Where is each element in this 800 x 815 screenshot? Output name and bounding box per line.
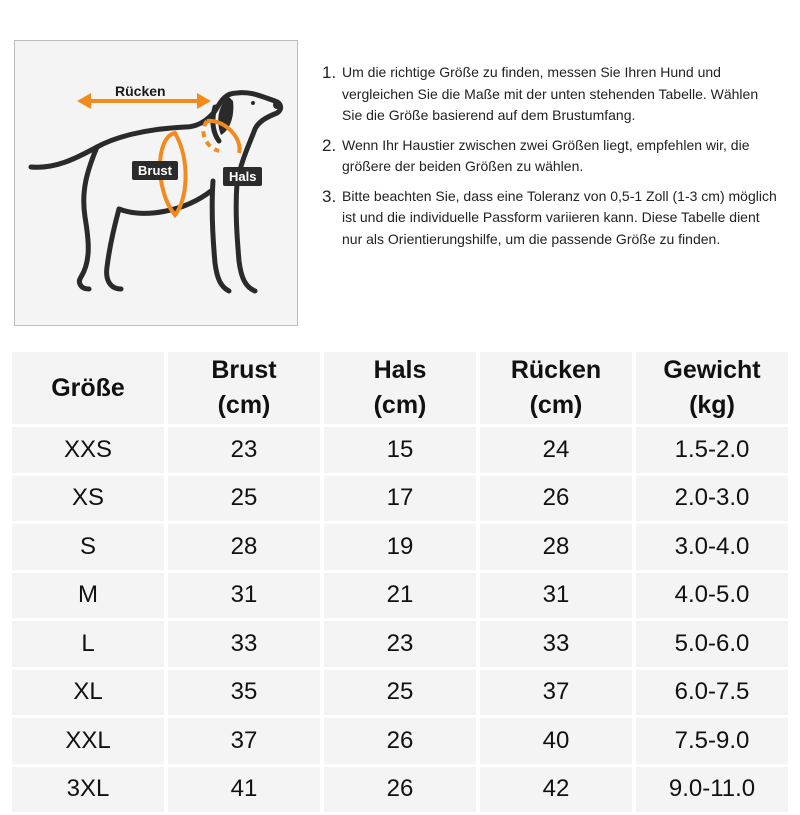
instruction-item <box>318 135 778 178</box>
cell-neck: 17 <box>324 476 476 522</box>
instruction-number: 3. <box>322 186 337 206</box>
cell-back: 42 <box>480 767 632 813</box>
cell-weight: 5.0-6.0 <box>636 621 788 667</box>
cell-neck: 26 <box>324 718 476 764</box>
cell-size: XXS <box>12 427 164 473</box>
header-back <box>480 352 632 424</box>
neck-label: Hals <box>223 167 262 186</box>
cell-weight: 9.0-11.0 <box>636 767 788 813</box>
cell-neck: 26 <box>324 767 476 813</box>
cell-weight: 1.5-2.0 <box>636 427 788 473</box>
header-line: Gewicht <box>663 356 761 384</box>
cell-back: 24 <box>480 427 632 473</box>
cell-neck: 25 <box>324 670 476 716</box>
header-line: Brust <box>211 356 277 384</box>
header-size <box>12 352 164 424</box>
cell-size: M <box>12 573 164 619</box>
cell-size: S <box>12 524 164 570</box>
instruction-list <box>318 62 778 258</box>
cell-weight: 6.0-7.5 <box>636 670 788 716</box>
cell-chest: 33 <box>168 621 320 667</box>
table-row <box>12 767 788 813</box>
cell-chest: 23 <box>168 427 320 473</box>
cell-weight: 3.0-4.0 <box>636 524 788 570</box>
header-weight <box>636 352 788 424</box>
header-unit: (cm) <box>529 391 583 419</box>
table-row <box>12 524 788 570</box>
table-row <box>12 718 788 764</box>
instruction-text: Um die richtige Größe zu finden, messen Sie Ihren Hund und vergleichen Sie die Maße mit der unten stehenden Tabelle. Wählen Sie die Größe basierend auf dem Brustumfang. <box>342 64 759 123</box>
cell-chest: 25 <box>168 476 320 522</box>
cell-back: 33 <box>480 621 632 667</box>
cell-neck: 23 <box>324 621 476 667</box>
cell-back: 31 <box>480 573 632 619</box>
cell-chest: 35 <box>168 670 320 716</box>
cell-size: XXL <box>12 718 164 764</box>
cell-back: 28 <box>480 524 632 570</box>
instruction-text: Wenn Ihr Haustier zwischen zwei Größen liegt, empfehlen wir, die größere der beiden Größen zu wählen. <box>342 136 750 174</box>
table-row <box>12 427 788 473</box>
cell-back: 26 <box>480 476 632 522</box>
cell-neck: 21 <box>324 573 476 619</box>
cell-size: L <box>12 621 164 667</box>
header-unit: (cm) <box>217 391 271 419</box>
cell-size: 3XL <box>12 767 164 813</box>
header-unit: (cm) <box>373 391 427 419</box>
cell-chest: 37 <box>168 718 320 764</box>
cell-chest: 41 <box>168 767 320 813</box>
table-header-row <box>12 352 788 424</box>
header-neck <box>324 352 476 424</box>
instruction-number: 1. <box>322 63 337 82</box>
header-line: Hals <box>373 356 427 384</box>
cell-chest: 31 <box>168 573 320 619</box>
table-row <box>12 670 788 716</box>
cell-neck: 15 <box>324 427 476 473</box>
cell-weight: 7.5-9.0 <box>636 718 788 764</box>
cell-chest: 28 <box>168 524 320 570</box>
chest-label: Brust <box>132 161 178 180</box>
table-row <box>12 476 788 522</box>
table-row <box>12 573 788 619</box>
header-line: Größe <box>51 373 125 402</box>
header-line: Rücken <box>510 356 602 384</box>
cell-weight: 2.0-3.0 <box>636 476 788 522</box>
header-unit: (kg) <box>689 391 735 419</box>
cell-back: 37 <box>480 670 632 716</box>
cell-size: XS <box>12 476 164 522</box>
instruction-text: Bitte beachten Sie, dass eine Toleranz von 0,5-1 Zoll (1-3 cm) möglich ist und die individuelle Passform variieren kann. Diese Tabelle dient nur als Orientierungshilfe, um die passende Größe zu finden. <box>342 187 777 247</box>
header-chest <box>168 352 320 424</box>
cell-back: 40 <box>480 718 632 764</box>
cell-neck: 19 <box>324 524 476 570</box>
instruction-number: 2. <box>322 135 337 155</box>
back-label: Rücken <box>115 83 166 99</box>
cell-size: XL <box>12 670 164 716</box>
size-chart-table <box>8 349 792 815</box>
instruction-item <box>318 62 778 127</box>
table-row <box>12 621 788 667</box>
dog-measurement-diagram <box>14 40 298 326</box>
cell-weight: 4.0-5.0 <box>636 573 788 619</box>
instruction-item <box>318 186 778 251</box>
